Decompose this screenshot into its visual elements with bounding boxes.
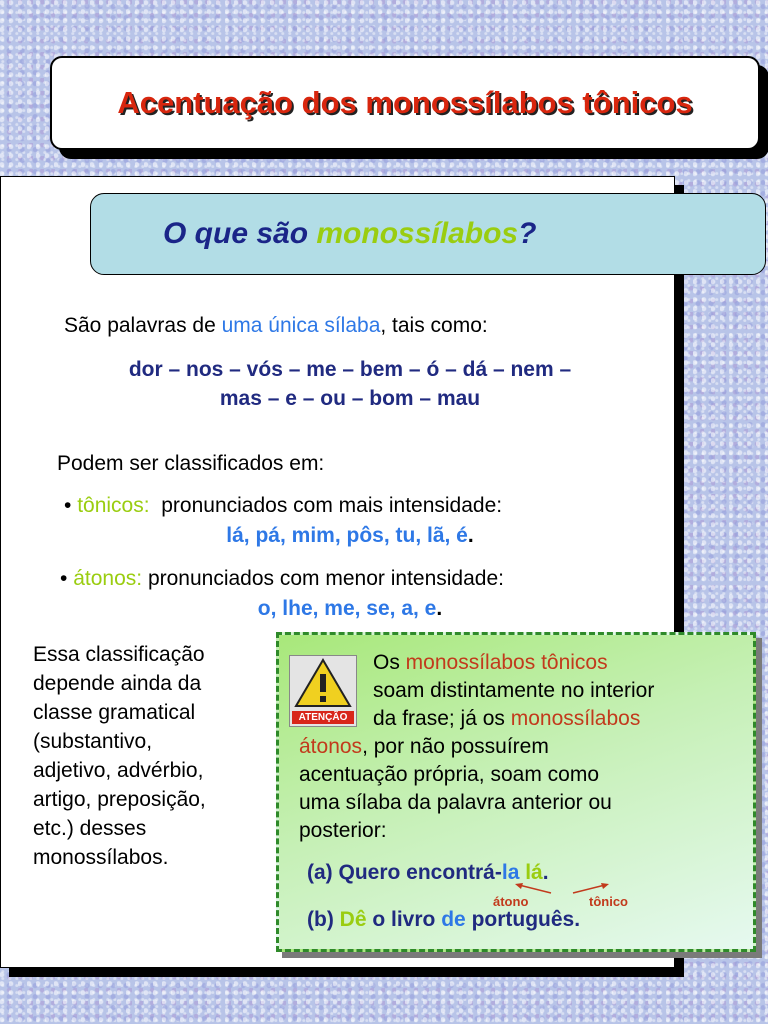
note-line: classe gramatical [33, 701, 196, 724]
example-b [307, 908, 580, 932]
attention-line-4 [299, 733, 754, 761]
text: (b) [307, 908, 340, 931]
example-tonico-word: lá [525, 861, 543, 884]
example-de-atono: de [441, 908, 466, 931]
atonos-line [60, 567, 504, 591]
attention-line-2: soam distintamente no interior [373, 679, 655, 702]
example-de-circumflex: Dê [339, 908, 367, 931]
note-line: artigo, preposição, [33, 788, 206, 811]
text: (a) Quero encontrá- [307, 861, 502, 884]
highlight-monossilabos: monossílabos [510, 707, 641, 730]
attention-label: ATENÇÃO [292, 711, 354, 724]
examples-line-1: dor – nos – vós – me – bem – ó – dá – nem – [128, 358, 572, 381]
note-line: adjetivo, advérbio, [33, 759, 204, 782]
text: . [574, 908, 581, 931]
question-highlight: monossílabos [316, 217, 519, 250]
tonicos-end: . [467, 524, 474, 547]
question-before: O que são [163, 217, 317, 250]
highlight-atonos: átonos [299, 735, 363, 758]
title-box [50, 56, 760, 150]
tonicos-desc: pronunciados com mais intensidade: [161, 494, 503, 517]
atonos-term: átonos: [73, 567, 143, 590]
examples-line-2: mas – e – ou – bom – mau [219, 387, 481, 410]
intro-highlight: uma única sílaba [221, 314, 381, 337]
classified-heading: Podem ser classificados em: [57, 452, 325, 475]
atonos-desc: pronunciados com menor intensidade: [147, 567, 504, 590]
atonos-end: . [436, 597, 443, 620]
note-line: depende ainda da [33, 672, 202, 695]
intro-before: São palavras de [64, 314, 222, 337]
classification-note [33, 640, 273, 872]
example-portugues: português [471, 908, 575, 931]
bullet: • [60, 567, 68, 590]
note-line: monossílabos. [33, 846, 169, 869]
tonicos-term: tônicos: [77, 494, 150, 517]
attention-icon [289, 655, 357, 727]
question-heading [163, 217, 536, 251]
note-line: (substantivo, [33, 730, 153, 753]
tonicos-examples: lá, pá, mim, pôs, tu, lã, é [226, 524, 468, 547]
highlight-tonicos: monossílabos tônicos [405, 651, 608, 674]
example-atono-word: la [501, 861, 520, 884]
atonos-examples: o, lhe, me, se, a, e [257, 597, 437, 620]
bullet: • [64, 494, 72, 517]
attention-line-5: acentuação própria, soam como [299, 763, 599, 786]
attention-line-6: uma sílaba da palavra anterior ou [299, 791, 612, 814]
warning-triangle-icon [290, 656, 356, 712]
text: , por não possuírem [362, 735, 549, 758]
text: da frase; já os [373, 707, 511, 730]
atonos-examples-line [40, 597, 660, 621]
attention-line-3 [373, 705, 753, 733]
question-banner [90, 193, 766, 275]
note-line: Essa classificação [33, 643, 205, 666]
intro-after: , tais como: [380, 314, 488, 337]
attention-line-7: posterior: [299, 819, 387, 842]
attention-box [276, 632, 756, 952]
text: . [542, 861, 549, 884]
label-tonico: tônico [589, 894, 628, 909]
note-line: etc.) desses [33, 817, 147, 840]
page-title: Acentuação dos monossílabos tônicos [117, 85, 693, 120]
attention-line-1 [373, 649, 753, 677]
label-atono: átono [493, 894, 529, 909]
question-after: ? [518, 217, 537, 250]
tonicos-examples-line [40, 524, 660, 548]
text: o livro [366, 908, 442, 931]
tonicos-line [64, 494, 502, 518]
intro-text [64, 314, 488, 338]
text: Os [373, 651, 406, 674]
